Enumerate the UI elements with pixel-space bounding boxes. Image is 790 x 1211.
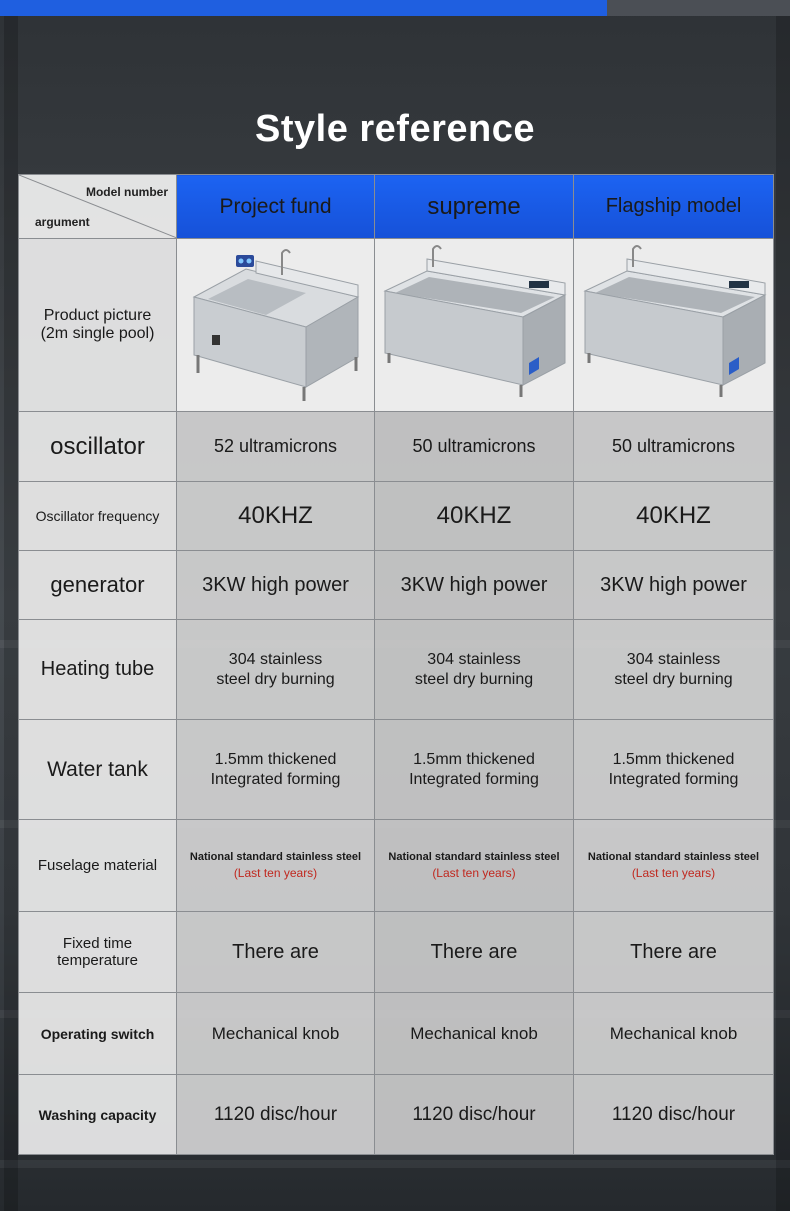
product-image-flagship-model — [574, 239, 774, 412]
row-oscillator-frequency — [19, 482, 774, 551]
cell-value: 1120 disc/hour — [375, 1075, 574, 1155]
cell-line: National standard stainless steel — [388, 851, 560, 863]
cell-line: 304 stainless — [228, 650, 323, 668]
cell-value — [574, 620, 774, 720]
cell-note: (Last ten years) — [233, 866, 318, 880]
cell-value — [375, 620, 574, 720]
sink-image — [579, 245, 769, 405]
row-label: Oscillator frequency — [19, 482, 177, 551]
comparison-table — [18, 174, 774, 1155]
progress-bar-fill — [0, 0, 607, 16]
row-label: Operating switch — [19, 993, 177, 1075]
cell-line: Integrated forming — [210, 770, 341, 788]
cell-value — [574, 720, 774, 820]
column-header-flagship-model: Flagship model — [574, 175, 774, 239]
sink-image — [379, 245, 569, 405]
row-washing-capacity — [19, 1075, 774, 1155]
cell-value — [177, 820, 375, 912]
cell-value: 52 ultramicrons — [177, 412, 375, 482]
corner-bottom-label: argument — [35, 215, 90, 229]
cell-line: National standard stainless steel — [587, 851, 760, 863]
page-title: Style reference — [255, 108, 535, 150]
row-oscillator — [19, 412, 774, 482]
cell-value: 50 ultramicrons — [375, 412, 574, 482]
row-label: oscillator — [19, 412, 177, 482]
cell-value: 3KW high power — [375, 551, 574, 620]
cell-note: (Last ten years) — [432, 866, 516, 880]
row-water-tank — [19, 720, 774, 820]
cell-value — [574, 820, 774, 912]
sink-image — [186, 245, 366, 405]
cell-value: 1120 disc/hour — [574, 1075, 774, 1155]
product-image-project-fund — [177, 239, 375, 412]
row-label — [19, 912, 177, 993]
product-image-supreme — [375, 239, 574, 412]
cell-value: There are — [574, 912, 774, 993]
row-label-line: Fixed time — [62, 935, 133, 952]
cell-value: There are — [177, 912, 375, 993]
cell-value: 1120 disc/hour — [177, 1075, 375, 1155]
cell-value: 50 ultramicrons — [574, 412, 774, 482]
cell-line: steel dry burning — [414, 670, 534, 688]
column-header-supreme: supreme — [375, 175, 574, 239]
progress-bar — [0, 0, 790, 16]
row-label-line: temperature — [57, 952, 138, 969]
cell-value: Mechanical knob — [177, 993, 375, 1075]
cell-line: 1.5mm thickened — [612, 750, 735, 768]
row-label: Heating tube — [19, 620, 177, 720]
cell-line: 304 stainless — [626, 650, 721, 668]
row-product-picture — [19, 239, 774, 412]
cell-line: Integrated forming — [608, 770, 739, 788]
cell-value: 40KHZ — [574, 482, 774, 551]
cell-value — [177, 720, 375, 820]
row-label — [19, 239, 177, 412]
row-operating-switch — [19, 993, 774, 1075]
cell-value — [177, 620, 375, 720]
cell-line: National standard stainless steel — [189, 851, 362, 863]
cell-value: Mechanical knob — [574, 993, 774, 1075]
row-label: Water tank — [19, 720, 177, 820]
row-fixed-time-temperature — [19, 912, 774, 993]
cell-value: 40KHZ — [177, 482, 375, 551]
cell-line: 1.5mm thickened — [413, 750, 535, 768]
row-generator — [19, 551, 774, 620]
cell-value: Mechanical knob — [375, 993, 574, 1075]
cell-line: 304 stainless — [427, 650, 521, 668]
cell-note: (Last ten years) — [631, 866, 716, 880]
row-fuselage-material — [19, 820, 774, 912]
cell-value: 3KW high power — [574, 551, 774, 620]
row-label: Fuselage material — [19, 820, 177, 912]
cell-value: There are — [375, 912, 574, 993]
cell-line: steel dry burning — [614, 670, 733, 688]
cell-value — [375, 720, 574, 820]
corner-top-label: Model number — [85, 185, 168, 199]
corner-cell — [19, 175, 177, 239]
cell-value: 3KW high power — [177, 551, 375, 620]
cell-value — [375, 820, 574, 912]
row-label-line: Product picture — [43, 307, 152, 324]
cell-line: steel dry burning — [216, 670, 335, 688]
cell-value: 40KHZ — [375, 482, 574, 551]
column-header-project-fund: Project fund — [177, 175, 375, 239]
row-label: generator — [19, 551, 177, 620]
cell-line: Integrated forming — [409, 770, 539, 788]
row-label-line: (2m single pool) — [40, 325, 155, 342]
row-label: Washing capacity — [19, 1075, 177, 1155]
row-heating-tube — [19, 620, 774, 720]
cell-line: 1.5mm thickened — [214, 750, 337, 768]
header-row — [19, 175, 774, 239]
